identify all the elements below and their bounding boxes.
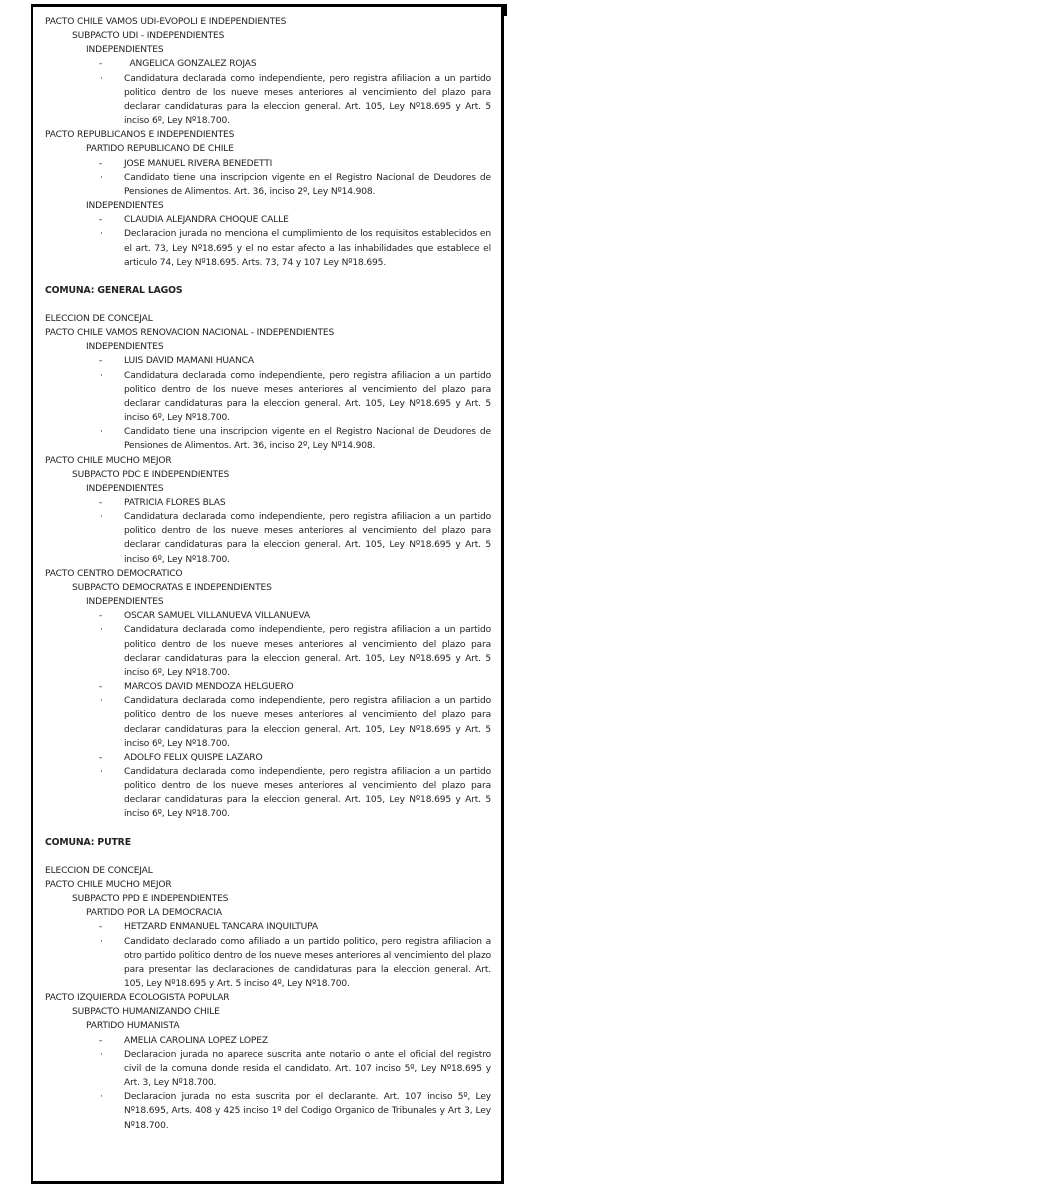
partido-heading: INDEPENDIENTES xyxy=(86,342,164,353)
candidate-entry xyxy=(45,751,491,765)
observation-text: Candidatura declarada como independiente, pero registra afiliacion a un partido politico dentro de los nueve meses anteriores al vencimiento del plazo para declarar candidaturas para la eleccion general. Art. 105, Ley Nº18.695 y Art. 5 inciso 6º, Ley Nº18.700. xyxy=(124,370,491,424)
candidate-name: PATRICIA FLORES BLAS xyxy=(124,498,226,508)
observation-item xyxy=(45,171,491,199)
observation-text: Declaracion jurada no aparece suscrita ante notario o ante el oficial del registro civil de la comuna donde resida el candidato. Art. 107 inciso 5º, Ley Nº18.695 y Art. 3, Ley Nº18.700. xyxy=(124,1049,491,1089)
bullet-icon: · xyxy=(100,696,103,707)
candidate-name: OSCAR SAMUEL VILLANUEVA VILLANUEVA xyxy=(124,611,310,622)
bullet-icon: · xyxy=(100,512,103,523)
section-heading: PACTO CHILE VAMOS RENOVACION NACIONAL - INDEPENDIENTES xyxy=(45,328,335,339)
document-page xyxy=(31,4,504,1184)
observation-text: Candidatura declarada como independiente, pero registra afiliacion a un partido politico dentro de los nueve meses anteriores al vencimiento del plazo para declarar candidaturas para la eleccion general. Art. 105, Ley Nº18.695 y Art. 5 inciso 6º, Ley Nº18.700. xyxy=(124,625,491,678)
section-heading: ELECCION DE CONCEJAL xyxy=(45,865,153,876)
bullet-icon: · xyxy=(100,172,103,183)
observation-item xyxy=(45,1048,491,1090)
section-heading: PACTO IZQUIERDA ECOLOGISTA POPULAR xyxy=(45,993,230,1004)
candidate-entry xyxy=(45,157,491,171)
candidate-entry xyxy=(45,496,491,510)
observation-item xyxy=(45,227,491,269)
section-heading: PACTO CHILE MUCHO MEJOR xyxy=(45,879,172,890)
bullet-icon: · xyxy=(100,936,103,947)
bullet-icon: · xyxy=(100,370,103,381)
observation-item xyxy=(45,765,491,822)
comuna-title: COMUNA: PUTRE xyxy=(45,836,131,848)
candidate-name: ADOLFO FELIX QUISPE LAZARO xyxy=(124,752,263,763)
section-heading: PACTO CHILE VAMOS UDI-EVOPOLI E INDEPENDIENTES xyxy=(45,17,287,27)
candidate-name: ANGELICA GONZALEZ ROJAS xyxy=(124,59,257,70)
candidate-entry xyxy=(45,920,491,934)
document-content xyxy=(45,15,491,1133)
subpacto-heading: SUBPACTO UDI - INDEPENDIENTES xyxy=(72,31,225,42)
partido-heading: PARTIDO REPUBLICANO DE CHILE xyxy=(86,144,234,155)
candidate-entry xyxy=(45,1034,491,1048)
subpacto-heading: SUBPACTO PDC E INDEPENDIENTES xyxy=(72,469,230,480)
section-heading: PACTO CHILE MUCHO MEJOR xyxy=(45,455,172,466)
dash-marker: - xyxy=(99,59,103,70)
observation-text: Candidato declarado como afiliado a un partido politico, pero registra afiliacion a otro partido politico dentro de los nueve meses anteriores al vencimiento del plazo para presentar las declaraciones de candidaturas para la eleccion general. Art. 105, Ley Nº18.695 y Art. 5 inciso 4º, Ley Nº18.700. xyxy=(124,936,491,989)
subpacto-heading: SUBPACTO DEMOCRATAS E INDEPENDIENTES xyxy=(72,582,272,593)
candidate-entry xyxy=(45,354,491,368)
observation-text: Declaracion jurada no menciona el cumplimiento de los requisitos establecidos en el art. 73, Ley Nº18.695 y el no estar afecto a las inhabilidades que establece el articulo 74, Ley Nº18.695. Arts. 73, 74 y 107 Ley Nº18.695. xyxy=(124,229,491,268)
bullet-icon: · xyxy=(100,73,103,84)
dash-marker: - xyxy=(99,752,103,763)
candidate-name: AMELIA CAROLINA LOPEZ LOPEZ xyxy=(124,1035,268,1046)
observation-text: Candidatura declarada como independiente, pero registra afiliacion a un partido politico dentro de los nueve meses anteriores al vencimiento del plazo para declarar candidaturas para la eleccion general. Art. 105, Ley Nº18.695 y Art. 5 inciso 6º, Ley Nº18.700. xyxy=(124,766,491,820)
section-heading: PACTO REPUBLICANOS E INDEPENDIENTES xyxy=(45,130,235,141)
observation-item xyxy=(45,510,491,567)
bullet-icon: · xyxy=(100,1092,103,1103)
candidate-name: MARCOS DAVID MENDOZA HELGUERO xyxy=(124,682,294,693)
observation-text: Declaracion jurada no esta suscrita por el declarante. Art. 107 inciso 5º, Ley Nº18.695, Arts. 408 y 425 inciso 1º del Codigo Organico de Tribunales y Art 3, Ley Nº18.700. xyxy=(124,1092,491,1131)
candidate-entry xyxy=(45,680,491,694)
dash-marker: - xyxy=(99,158,103,169)
dash-marker: - xyxy=(99,682,103,693)
observation-text: Candidatura declarada como independiente, pero registra afiliacion a un partido politico dentro de los nueve meses anteriores al vencimiento del plazo para declarar candidaturas para la eleccion general. Art. 105, Ley Nº18.695 y Art. 5 inciso 6º, Ley Nº18.700. xyxy=(124,73,491,127)
observation-item xyxy=(45,623,491,680)
bullet-icon: · xyxy=(100,427,103,438)
observation-text: Candidatura declarada como independiente, pero registra afiliacion a un partido politico dentro de los nueve meses anteriores al vencimiento del plazo para declarar candidaturas para la eleccion general. Art. 105, Ley Nº18.695 y Art. 5 inciso 6º, Ley Nº18.700. xyxy=(124,512,491,565)
observation-text: Candidato tiene una inscripcion vigente en el Registro Nacional de Deudores de Pensiones de Alimentos. Art. 36, inciso 2º, Ley Nº14.908. xyxy=(124,427,491,452)
dash-marker: - xyxy=(99,215,103,226)
dash-marker: - xyxy=(99,356,103,367)
observation-text: Candidatura declarada como independiente, pero registra afiliacion a un partido politico dentro de los nueve meses anteriores al vencimiento del plazo para declarar candidaturas para la eleccion general. Art. 105, Ley Nº18.695 y Art. 5 inciso 6º, Ley Nº18.700. xyxy=(124,696,491,749)
partido-heading: PARTIDO POR LA DEMOCRACIA xyxy=(86,908,222,919)
observation-item xyxy=(45,369,491,426)
subpacto-heading: SUBPACTO PPD E INDEPENDIENTES xyxy=(72,894,229,905)
observation-item xyxy=(45,694,491,751)
candidate-name: CLAUDIA ALEJANDRA CHOQUE CALLE xyxy=(124,215,289,226)
observation-item xyxy=(45,1090,491,1132)
partido-heading: INDEPENDIENTES xyxy=(86,45,164,56)
candidate-name: HETZARD ENMANUEL TANCARA INQUILTUPA xyxy=(124,922,318,933)
observation-item xyxy=(45,935,491,992)
partido-heading: INDEPENDIENTES xyxy=(86,597,164,608)
dash-marker: - xyxy=(99,1035,103,1046)
bullet-icon: · xyxy=(100,229,103,240)
subpacto-heading: SUBPACTO HUMANIZANDO CHILE xyxy=(72,1007,220,1018)
candidate-entry xyxy=(45,57,491,71)
bullet-icon: · xyxy=(100,625,103,636)
observation-text: Candidato tiene una inscripcion vigente en el Registro Nacional de Deudores de Pensiones de Alimentos. Art. 36, inciso 2º, Ley Nº14.908. xyxy=(124,172,491,197)
candidate-name: LUIS DAVID MAMANI HUANCA xyxy=(124,356,254,367)
dash-marker: - xyxy=(99,498,103,508)
partido-heading: PARTIDO HUMANISTA xyxy=(86,1021,180,1032)
section-heading: ELECCION DE CONCEJAL xyxy=(45,313,153,324)
dash-marker: - xyxy=(99,922,103,933)
partido-heading: INDEPENDIENTES xyxy=(86,483,164,494)
partido-heading: INDEPENDIENTES xyxy=(86,201,164,212)
comuna-title: COMUNA: GENERAL LAGOS xyxy=(45,284,183,296)
section-heading: PACTO CENTRO DEMOCRATICO xyxy=(45,568,183,579)
candidate-name: JOSE MANUEL RIVERA BENEDETTI xyxy=(124,158,273,169)
dash-marker: - xyxy=(99,611,103,622)
bullet-icon: · xyxy=(100,766,103,777)
observation-item xyxy=(45,425,491,453)
candidate-entry xyxy=(45,213,491,227)
bullet-icon: · xyxy=(100,1049,103,1060)
observation-item xyxy=(45,72,491,129)
candidate-entry xyxy=(45,609,491,623)
